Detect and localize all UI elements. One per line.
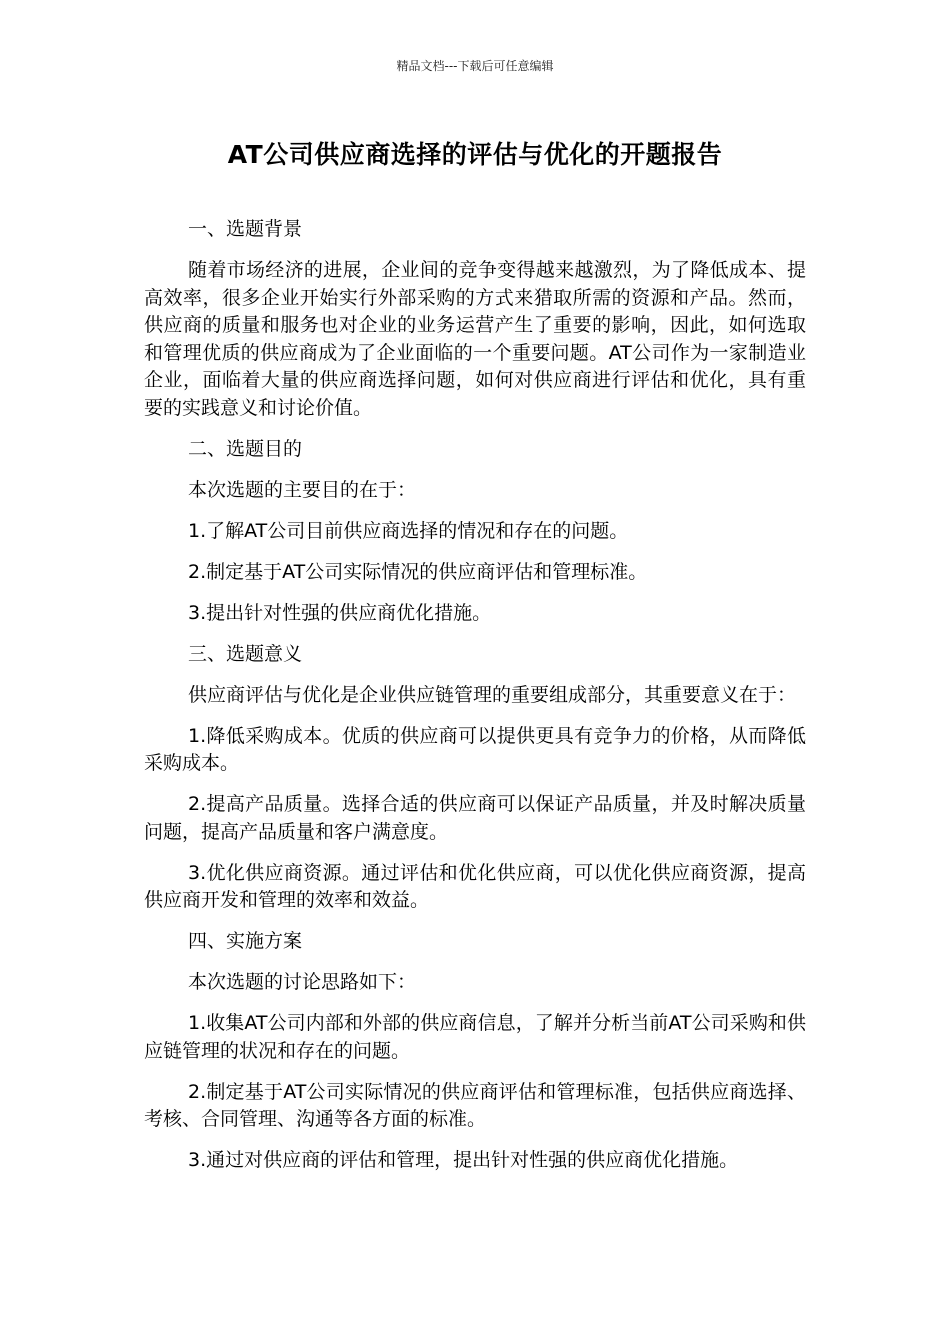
paragraph-significance-intro: 供应商评估与优化是企业供应链管理的重要组成部分，其重要意义在于： xyxy=(188,683,797,706)
document-body xyxy=(144,216,806,1188)
list-item-purpose-2: 2.制定基于AT公司实际情况的供应商评估和管理标准。 xyxy=(188,560,648,583)
list-item-plan-2: 2.制定基于AT公司实际情况的供应商评估和管理标准，包括供应商选择、考核、合同管理、沟通等各方面的标准。 xyxy=(144,1080,806,1130)
document-title: AT公司供应商选择的评估与优化的开题报告 xyxy=(227,140,723,169)
list-item-purpose-3: 3.提出针对性强的供应商优化措施。 xyxy=(188,601,492,624)
section-heading-background: 一、选题背景 xyxy=(188,218,303,240)
section-heading-purpose: 二、选题目的 xyxy=(188,437,303,460)
section-heading-plan: 四、实施方案 xyxy=(188,930,303,952)
section-heading-significance: 三、选题意义 xyxy=(188,642,303,665)
list-item-significance-1: 1.降低采购成本。优质的供应商可以提供更具有竞争力的价格，从而降低采购成本。 xyxy=(144,724,806,774)
header-note: 精品文档---下载后可任意编辑 xyxy=(396,59,554,73)
list-item-plan-1: 1.收集AT公司内部和外部的供应商信息，了解并分析当前AT公司采购和供应链管理的状况和存在的问题。 xyxy=(144,1012,806,1062)
list-item-significance-2: 2.提高产品质量。选择合适的供应商可以保证产品质量，并及时解决质量问题，提高产品质量和客户满意度。 xyxy=(144,793,806,843)
list-item-purpose-1: 1.了解AT公司目前供应商选择的情况和存在的问题。 xyxy=(188,519,629,542)
paragraph-purpose-intro: 本次选题的主要目的在于： xyxy=(188,478,417,501)
list-item-significance-3: 3.优化供应商资源。通过评估和优化供应商，可以优化供应商资源，提高供应商开发和管理的效率和效益。 xyxy=(144,861,806,911)
list-item-plan-3: 3.通过对供应商的评估和管理，提出针对性强的供应商优化措施。 xyxy=(188,1149,739,1171)
paragraph-plan-intro: 本次选题的讨论思路如下： xyxy=(188,971,417,993)
paragraph-background: 随着市场经济的进展，企业间的竞争变得越来越激烈，为了降低成本、提高效率，很多企业开始实行外部采购的方式来猎取所需的资源和产品。然而，供应商的质量和服务也对企业的业务运营产生了重要的影响，因此，如何选取和管理优质的供应商成为了企业面临的一个重要问题。AT公司作为一家制造业企业，面临着大量的供应商选择问题，如何对供应商进行评估和优化，具有重要的实践意义和讨论价值。 xyxy=(144,259,806,419)
